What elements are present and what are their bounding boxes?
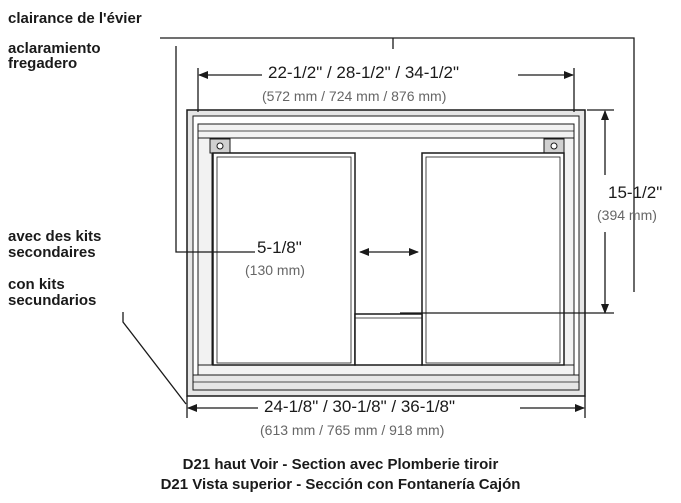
caption-french: D21 haut Voir - Section avec Plomberie tiroir bbox=[182, 456, 499, 473]
fr-secondary-kits-label-line2: secondaires bbox=[8, 244, 96, 261]
fr-sink-clearance-label: clairance de l'évier bbox=[8, 10, 142, 27]
gap-value: 5-1/8" bbox=[257, 238, 302, 257]
top-width-value: 22-1/2" / 28-1/2" / 34-1/2" bbox=[268, 63, 460, 82]
top-width-metric: (572 mm / 724 mm / 876 mm) bbox=[262, 88, 447, 104]
bottom-width-metric: (613 mm / 765 mm / 918 mm) bbox=[260, 422, 445, 438]
es-sink-clearance-label-line1: aclaramiento bbox=[8, 40, 101, 57]
bottom-width-value: 24-1/8" / 30-1/8" / 36-1/8" bbox=[264, 397, 456, 416]
caption-spanish: D21 Vista superior - Sección con Fontanería Cajón bbox=[160, 476, 521, 493]
es-secondary-kits-label-line1: con kits bbox=[8, 276, 65, 293]
height-metric: (394 mm) bbox=[597, 207, 657, 223]
fr-secondary-kits-label-line1: avec des kits bbox=[8, 228, 102, 245]
es-secondary-kits-label-line2: secundarios bbox=[8, 292, 97, 309]
es-sink-clearance-label-line2: fregadero bbox=[8, 55, 78, 72]
gap-metric: (130 mm) bbox=[245, 262, 305, 278]
height-value: 15-1/2" bbox=[608, 183, 663, 202]
